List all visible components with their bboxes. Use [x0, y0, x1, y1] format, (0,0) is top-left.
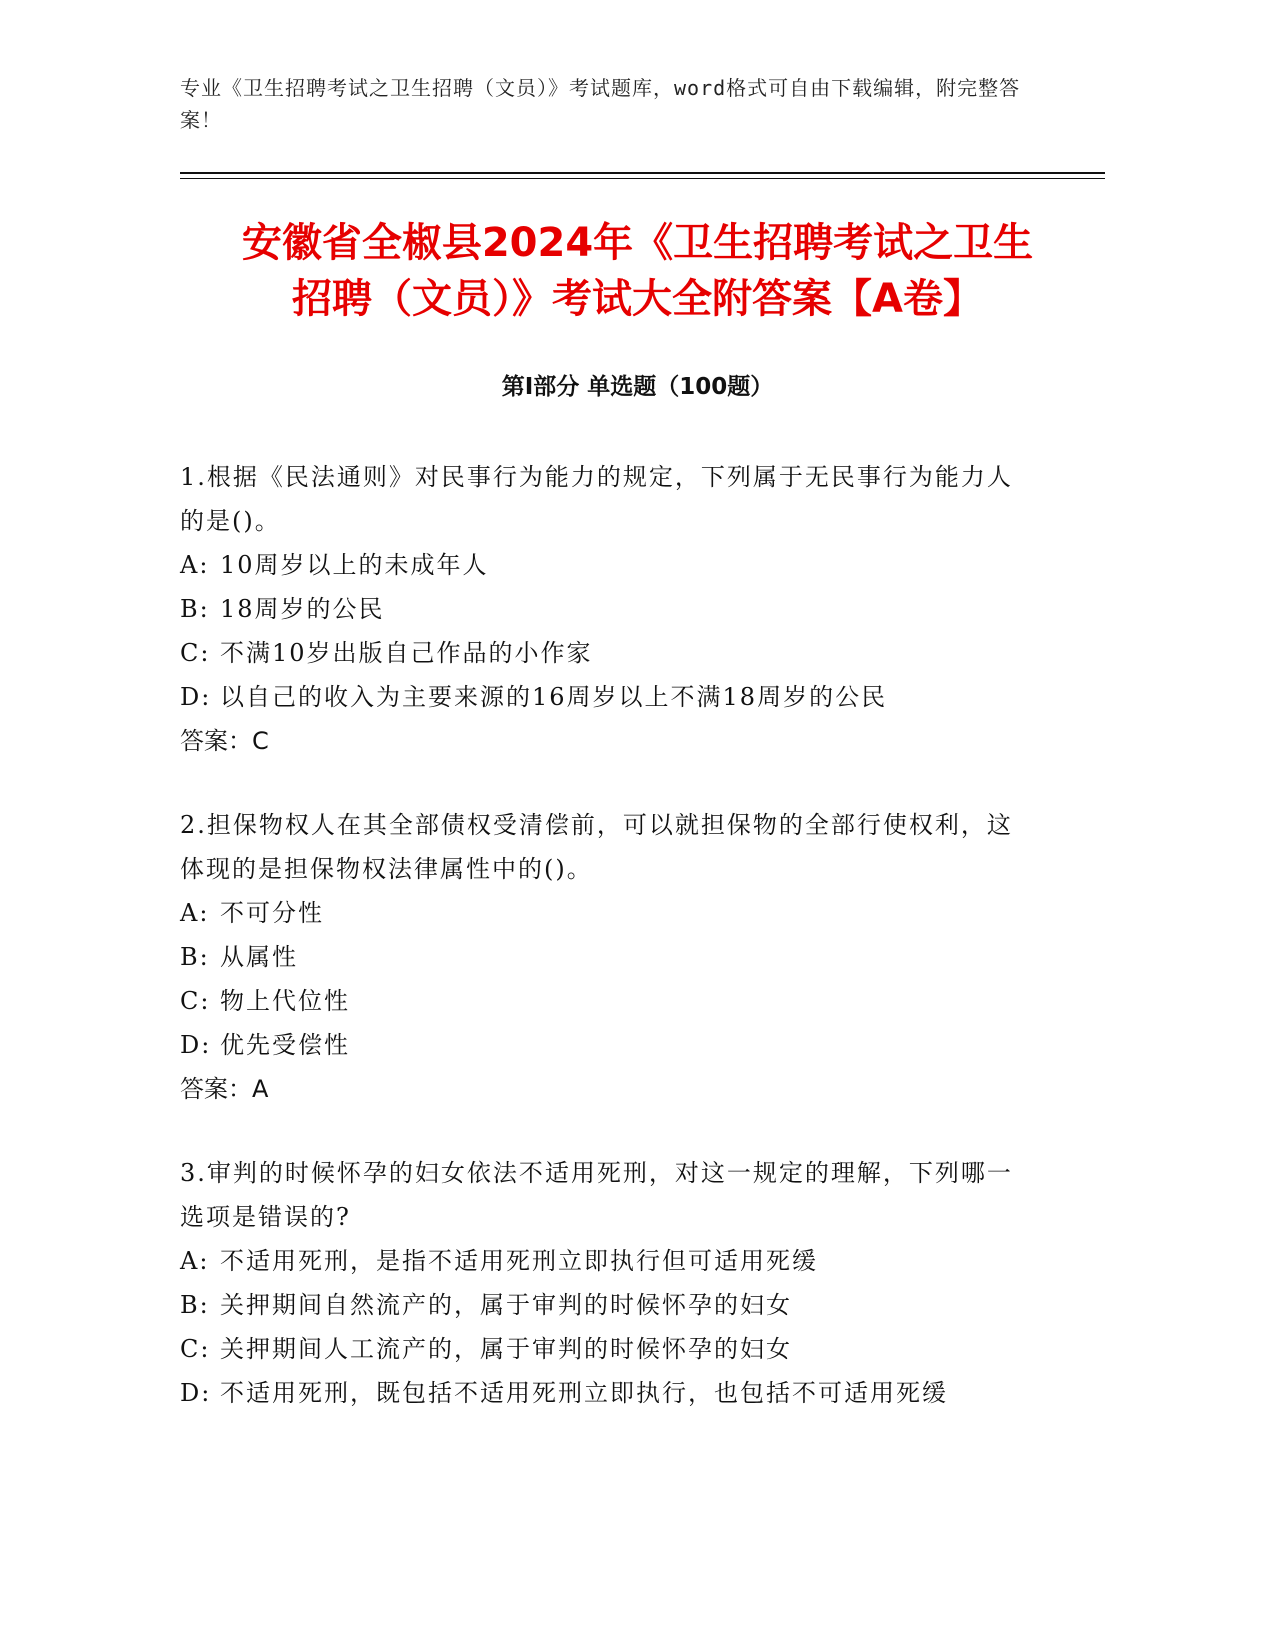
option-c	[180, 979, 1020, 1023]
option-key: D:	[180, 1379, 212, 1407]
header-rule-thick	[180, 172, 1105, 174]
question-1	[180, 455, 1020, 763]
document-title	[150, 215, 1125, 327]
option-b	[180, 587, 1020, 631]
option-key: B:	[180, 595, 210, 623]
document-title-line-1: 安徽省全椒县2024年《卫生招聘考试之卫生	[241, 220, 1034, 266]
section-title: 第I部分 单选题（100题）	[501, 374, 774, 400]
option-text: 10周岁以上的未成年人	[220, 551, 489, 579]
option-text: 关押期间人工流产的，属于审判的时候怀孕的妇女	[220, 1335, 792, 1363]
option-text: 不满10岁出版自己作品的小作家	[220, 639, 593, 667]
option-d	[180, 1371, 1020, 1415]
option-d	[180, 1023, 1020, 1067]
option-text: 以自己的收入为主要来源的16周岁以上不满18周岁的公民	[220, 683, 888, 711]
option-c	[180, 1327, 1020, 1371]
question-stem: 1.根据《民法通则》对民事行为能力的规定，下列属于无民事行为能力人的是()。	[180, 463, 1013, 535]
option-text: 关押期间自然流产的，属于审判的时候怀孕的妇女	[220, 1291, 792, 1319]
option-key: A:	[180, 551, 210, 579]
option-b	[180, 935, 1020, 979]
question-stem: 3.审判的时候怀孕的妇女依法不适用死刑，对这一规定的理解，下列哪一选项是错误的?	[180, 1159, 1013, 1231]
option-text: 优先受偿性	[220, 1031, 350, 1059]
option-key: D:	[180, 683, 212, 711]
option-key: A:	[180, 1247, 210, 1275]
option-d	[180, 675, 1020, 719]
option-text: 18周岁的公民	[220, 595, 385, 623]
option-b	[180, 1283, 1020, 1327]
option-a	[180, 543, 1020, 587]
answer-label: 答案：C	[180, 727, 269, 755]
answer-label: 答案：A	[180, 1075, 269, 1103]
option-key: B:	[180, 1291, 210, 1319]
header-rule-thin	[180, 178, 1105, 179]
document-title-line-2: 招聘（文员）》考试大全附答案【A卷】	[292, 276, 983, 322]
option-text: 不适用死刑，既包括不适用死刑立即执行，也包括不可适用死缓	[220, 1379, 948, 1407]
option-key: C:	[180, 987, 211, 1015]
option-key: C:	[180, 1335, 211, 1363]
question-2	[180, 803, 1020, 1111]
option-text: 物上代位性	[220, 987, 350, 1015]
option-a	[180, 1239, 1020, 1283]
question-stem: 2.担保物权人在其全部债权受清偿前，可以就担保物的全部行使权利，这体现的是担保物权法律属性中的()。	[180, 811, 1013, 883]
header-note: 专业《卫生招聘考试之卫生招聘（文员）》考试题库，word格式可自由下载编辑，附完整答案！	[180, 76, 1021, 132]
option-c	[180, 631, 1020, 675]
option-text: 不可分性	[220, 899, 324, 927]
option-a	[180, 891, 1020, 935]
option-key: C:	[180, 639, 211, 667]
option-text: 从属性	[220, 943, 298, 971]
question-3	[180, 1151, 1020, 1415]
option-key: A:	[180, 899, 210, 927]
option-key: B:	[180, 943, 210, 971]
option-key: D:	[180, 1031, 212, 1059]
option-text: 不适用死刑，是指不适用死刑立即执行但可适用死缓	[220, 1247, 818, 1275]
